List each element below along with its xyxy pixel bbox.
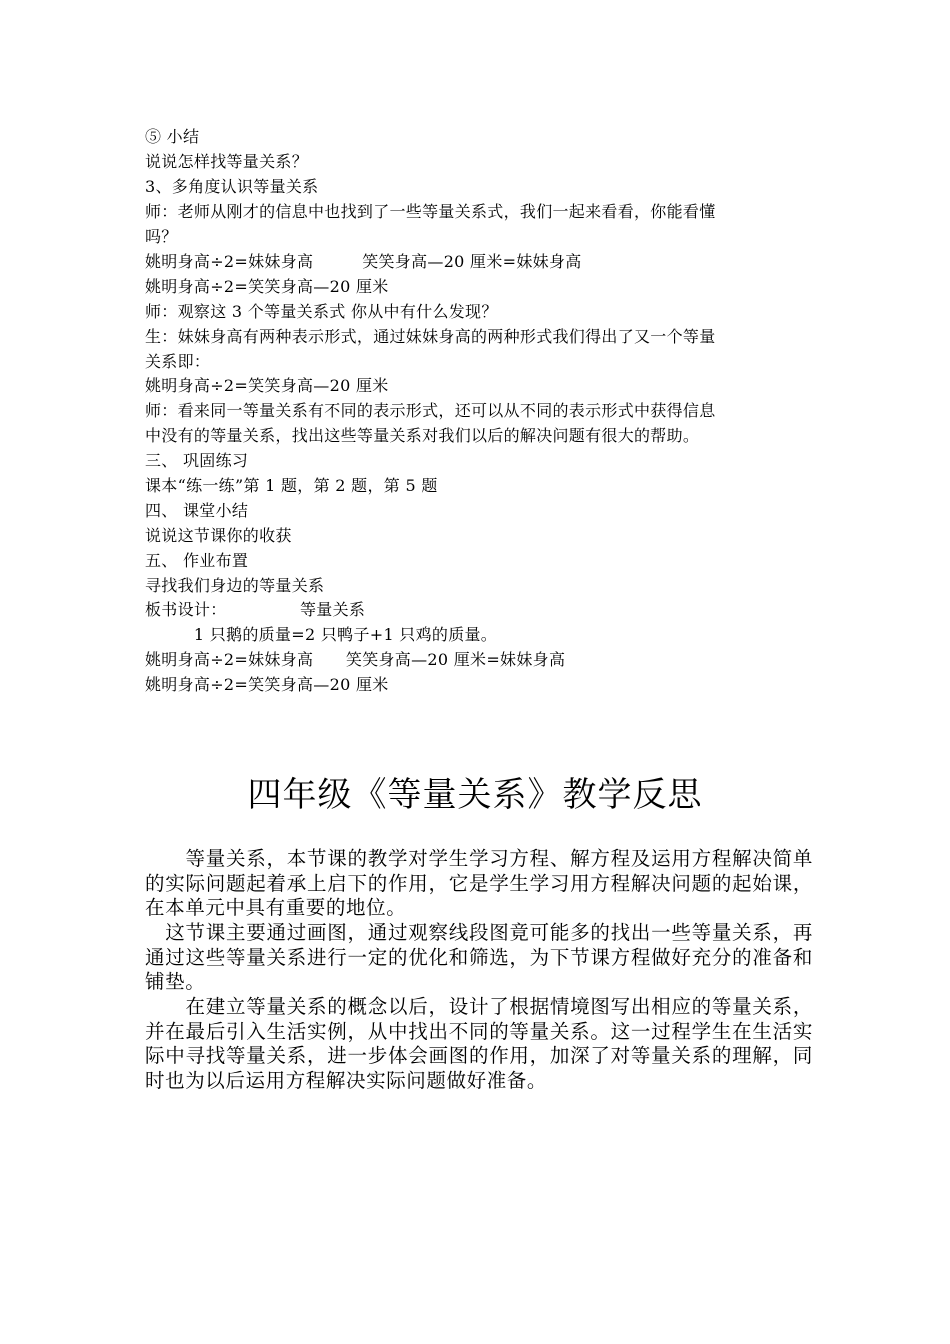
text-line: 寻找我们身边的等量关系	[145, 576, 325, 595]
section-heading-practice: 三、 巩固练习	[145, 451, 249, 470]
equation-line: 姚明身高÷2=妹妹身高 笑笑身高—20 厘米=妹妹身高	[145, 650, 566, 669]
equation-line: 姚明身高÷2=笑笑身高—20 厘米	[145, 675, 389, 694]
text-line: 吗？	[145, 227, 178, 246]
reflection-paragraph: 这节课主要通过画图，通过观察线段图竟可能多的找出一些等量关系，再通过这些等量关系进行一定的优化和筛选，为下节课方程做好充分的准备和铺垫。	[145, 921, 813, 993]
reflection-paragraph: 在建立等量关系的概念以后，设计了根据情境图写出相应的等量关系，并在最后引入生活实例，从中找出不同的等量关系。这一过程学生在生活实际中寻找等量关系，进一步体会画图的作用，加深了对等量关系的理解，同时也为以后运用方程解决实际问题做好准备。	[145, 995, 813, 1092]
text-line: 中没有的等量关系，找出这些等量关系对我们以后的解决问题有很大的帮助。	[145, 426, 700, 445]
equation-line: 姚明身高÷2=笑笑身高—20 厘米	[145, 277, 389, 296]
text-line: 课本“练一练”第 1 题，第 2 题，第 5 题	[145, 476, 438, 495]
reflection-title: 四年级《等量关系》教学反思	[247, 775, 703, 815]
text-line: 师：看来同一等量关系有不同的表示形式，还可以从不同的表示形式中获得信息	[145, 401, 716, 420]
equation-line: 姚明身高÷2=笑笑身高—20 厘米	[145, 376, 389, 395]
equation-line: 1 只鹅的质量=2 只鸭子+1 只鸡的质量。	[145, 625, 498, 644]
text-line: 师：观察这 3 个等量关系式 你从中有什么发现？	[145, 302, 498, 321]
text-line: 师：老师从刚才的信息中也找到了一些等量关系式，我们一起来看看，你能看懂	[145, 202, 716, 221]
text-line: 生：妹妹身高有两种表示形式，通过妹妹身高的两种形式我们得出了又一个等量	[145, 327, 716, 346]
reflection-paragraph: 等量关系，本节课的教学对学生学习方程、解方程及运用方程解决简单的实际问题起着承上启下的作用，它是学生学习用方程解决问题的起始课，在本单元中具有重要的地位。	[145, 847, 813, 919]
text-line: 说说怎样找等量关系？	[145, 152, 309, 171]
text-line: 关系即：	[145, 352, 211, 371]
section-heading-summary: ⑤ 小结	[145, 127, 200, 146]
section-heading-homework: 五、 作业布置	[145, 551, 249, 570]
board-design-heading: 板书设计： 等量关系	[145, 600, 366, 619]
section-heading-multi-angle: 3、多角度认识等量关系	[145, 177, 319, 196]
section-heading-class-summary: 四、 课堂小结	[145, 501, 249, 520]
text-line: 说说这节课你的收获	[145, 526, 292, 545]
equation-line: 姚明身高÷2=妹妹身高 笑笑身高—20 厘米=妹妹身高	[145, 252, 582, 271]
